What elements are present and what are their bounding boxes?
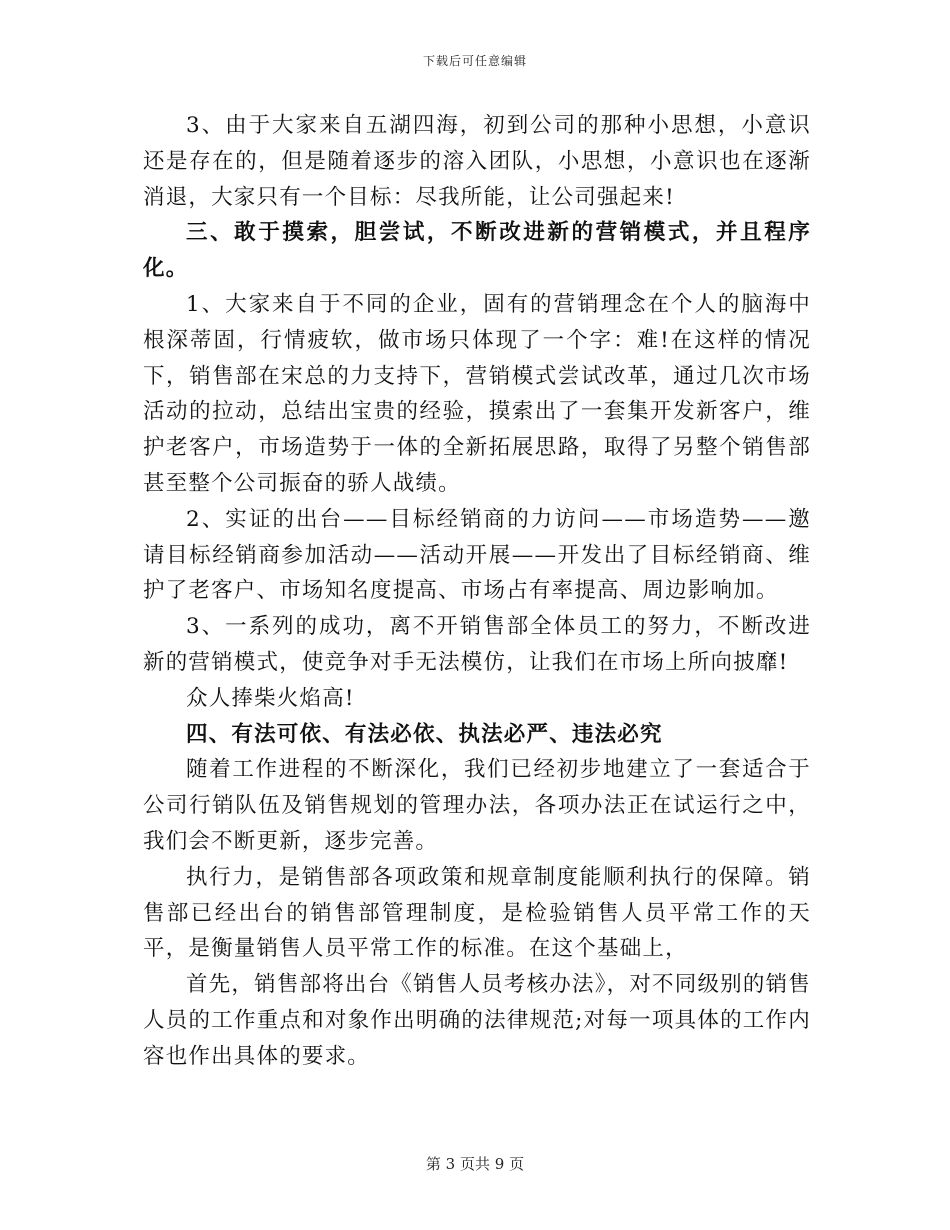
paragraph-point-1-marketing: 1、大家来自于不同的企业，固有的营销理念在个人的脑海中根深蒂固，行情疲软，做市场只体现了一个字：难!在这样的情况下，销售部在宋总的力支持下，营销模式尝试改革，通过几次市场活动的拉动，总结出宝贵的经验，摸索出了一套集开发新客户，维护老客户，市场造势于一体的全新拓展思路，取得了另整个销售部甚至整个公司振奋的骄人战绩。 xyxy=(143,291,811,496)
paragraph-first-measures: 首先，销售部将出台《销售人员考核办法》，对不同级别的销售人员的工作重点和对象作出明确的法律规范;对每一项具体的工作内容也作出具体的要求。 xyxy=(143,972,811,1069)
page-footer: 第 3 页共 9 页 xyxy=(425,1155,525,1173)
paragraph-point-3-team: 3、由于大家来自五湖四海，初到公司的那种小思想，小意识还是存在的，但是随着逐步的溶入团队，小思想，小意识也在逐渐消退，大家只有一个目标：尽我所能，让公司强起来! xyxy=(143,113,811,210)
paragraph-point-2-process: 2、实证的出台——目标经销商的力访问——市场造势——邀请目标经销商参加活动——活动开展——开发出了目标经销商、维护了老客户、市场知名度提高、市场占有率提高、周边影响加。 xyxy=(143,506,811,604)
paragraph-point-3-success: 3、一系列的成功，离不开销售部全体员工的努力，不断改进新的营销模式，使竞争对手无法模仿，让我们在市场上所向披靡! xyxy=(143,614,811,675)
section-heading-3: 三、敢于摸索，胆尝试，不断改进新的营销模式，并且程序化。 xyxy=(143,220,811,282)
page-header: 下载后可任意编辑 xyxy=(422,54,527,68)
paragraph-execution: 执行力，是销售部各项政策和规章制度能顺利执行的保障。销售部已经出台的销售部管理制度，是检验销售人员平常工作的天平，是衡量销售人员平常工作的标准。在这个基础上， xyxy=(143,864,811,962)
section-heading-4: 四、有法可依、有法必依、执法必严、违法必究 xyxy=(186,721,663,747)
paragraph-management: 随着工作进程的不断深化，我们已经初步地建立了一套适合于公司行销队伍及销售规划的管理办法，各项办法正在试运行之中，我们会不断更新，逐步完善。 xyxy=(143,757,811,854)
paragraph-slogan: 众人捧柴火焰高! xyxy=(186,685,355,711)
document-body xyxy=(143,108,811,1075)
